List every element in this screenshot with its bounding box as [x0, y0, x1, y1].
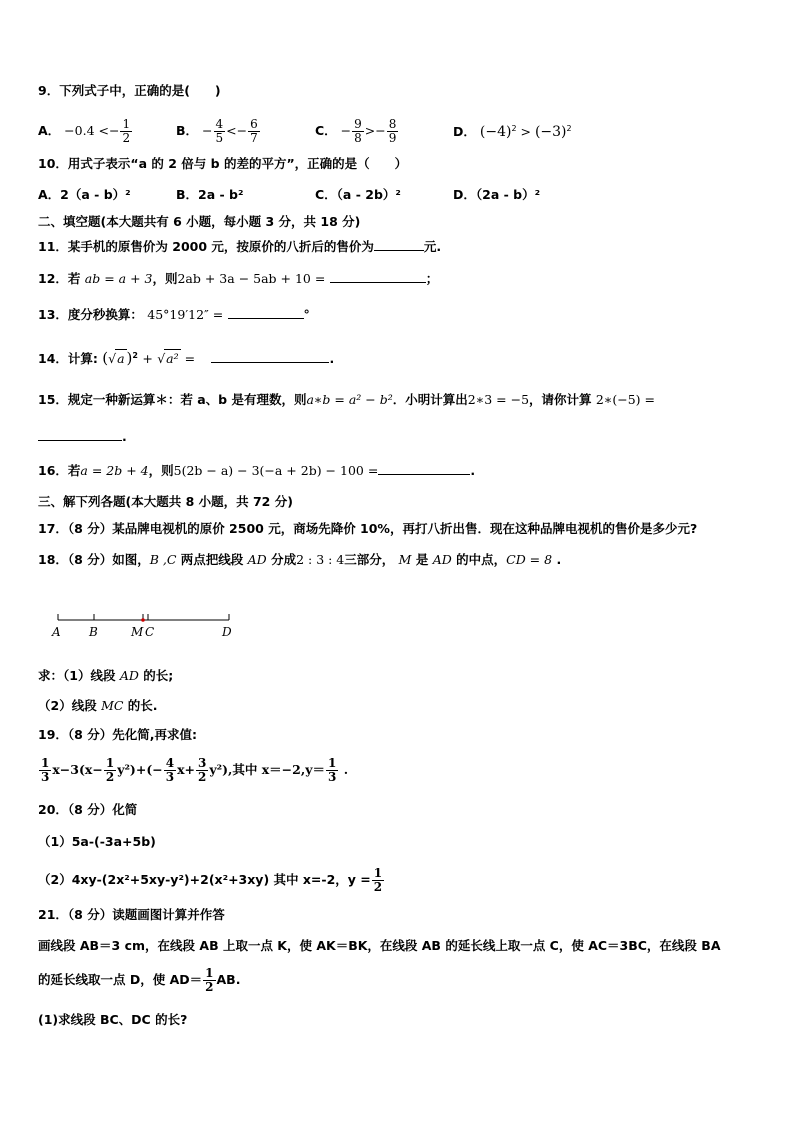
answer-blank [374, 238, 424, 251]
q13: 13．度分秒换算： 45°19′12″ = ° [38, 307, 310, 322]
q16: 16．若a = 2b + 4，则5(2b − a) − 3(−a + 2b) − 100 = . [38, 463, 476, 478]
q20-part2: （2）4xy-(2x²+5xy-y²)+2(x²+3xy) 其中 x=-2，y = $\frac{1}{2}$ [38, 866, 383, 894]
q21-stem: 21．（8 分）读题画图计算并作答 [38, 907, 225, 922]
q18-part2: （2）线段 MC 的长. [38, 698, 158, 713]
q10-option-b: B．2a - b² [176, 187, 244, 202]
q18-part1: 求：（1）线段 AD 的长; [38, 668, 174, 683]
q9-option-a: A． −0.4 <− $\frac{1}{2}$ [38, 117, 131, 145]
label-c: C [145, 625, 155, 639]
midpoint-dot [141, 618, 145, 622]
label-d: D [222, 625, 232, 639]
answer-blank [211, 350, 329, 363]
q9-option-c: C． − $\frac{9}{8}$ >− $\frac{8}{9}$ [315, 117, 397, 145]
q14: 14．计算: (√a )$^2$ + √a² = . [38, 349, 335, 368]
q20-stem: 20．（8 分）化简 [38, 802, 138, 817]
q15: 15．规定一种新运算＊：若 a、b 是有理数，则a∗b = a² − b²．小明计算出2∗3 = −5，请你计算 2∗(−5) = [38, 392, 655, 407]
label-a: A [52, 625, 61, 639]
q9-option-b: B． − $\frac{4}{5}$ <− $\frac{6}{7}$ [176, 117, 258, 145]
q20-part1: （1）5a-(-3a+5b) [38, 834, 156, 849]
q21-line1: 画线段 AB＝3 cm，在线段 AB 上取一点 K，使 AK＝BK，在线段 AB 的延长线上取一点 C，使 AC＝3BC，在线段 BA [38, 938, 721, 953]
q18: 18．（8 分）如图，B ,C 两点把线段 AD 分成2 : 3 : 4三部分， M 是 AD 的中点，CD = 8 . [38, 552, 562, 567]
answer-blank [330, 270, 426, 283]
section-heading-solve: 三、解下列各题(本大题共 8 小题，共 72 分) [38, 494, 293, 509]
q17: 17．（8 分）某品牌电视机的原价 2500 元，商场先降价 10%，再打八折出售．现在这种品牌电视机的售价是多少元? [38, 521, 698, 536]
q10-option-c: C．（a - 2b）² [315, 187, 401, 202]
q9-stem: 9．下列式子中，正确的是( ) [38, 83, 221, 98]
q21-sub1: (1)求线段 BC、DC 的长? [38, 1012, 188, 1027]
answer-blank [38, 428, 122, 441]
q10-option-d: D．（2a - b）² [453, 187, 541, 202]
answer-blank [378, 462, 470, 475]
q21-line2: 的延长线取一点 D，使 AD＝ $\frac{1}{2}$ AB. [38, 966, 241, 994]
answer-blank [228, 306, 304, 319]
q19-expression: $\frac{1}{3}$ x−3(x− $\frac{1}{2}$ y²)+(− $\frac{4}{3}$ x+ $\frac{3}{2}$ y²),其中 x＝−2,y＝ $\frac{1}{3}$ . [41, 756, 349, 784]
q11: 11．某手机的原售价为 2000 元，按原价的八折后的售价为 元. [38, 239, 442, 254]
q15-answer-line: . [38, 428, 127, 446]
segment-figure [48, 608, 268, 648]
label-m: M [131, 625, 144, 639]
q9-option-d: D． $(-4)^2 > (-3)^2$ [453, 124, 572, 141]
section-heading-fill-in: 二、填空题(本大题共有 6 小题，每小题 3 分，共 18 分) [38, 214, 361, 229]
q19-stem: 19．（8 分）先化简,再求值: [38, 727, 197, 742]
q10-option-a: A．2（a - b）² [38, 187, 131, 202]
label-b: B [89, 625, 98, 639]
q10-stem: 10．用式子表示“a 的 2 倍与 b 的差的平方”，正确的是（ ） [38, 156, 408, 171]
q12: 12．若 ab = a + 3，则2ab + 3a − 5ab + 10 = ； [38, 271, 439, 286]
